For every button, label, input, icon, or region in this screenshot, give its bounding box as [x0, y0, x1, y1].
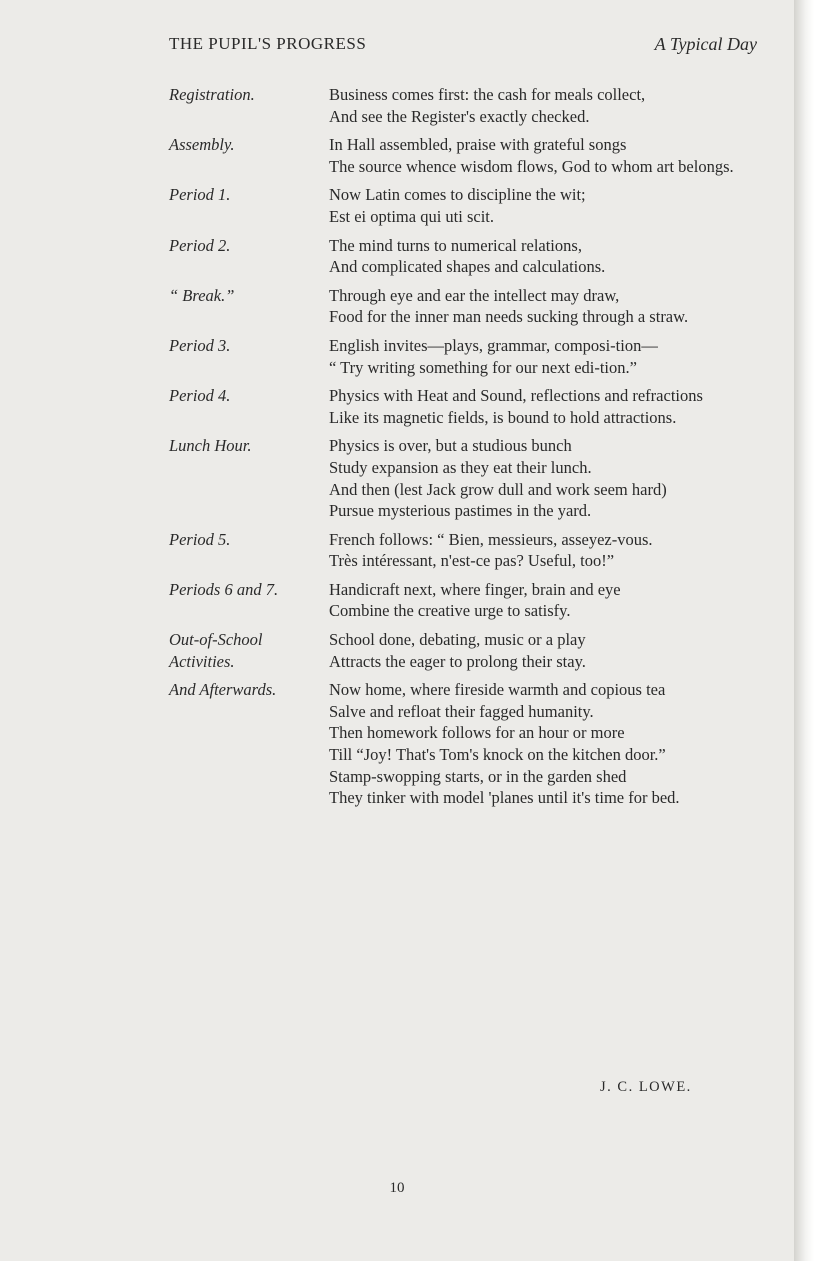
poem-entry [169, 235, 769, 278]
poem-entry [169, 385, 769, 428]
verse-line: “ Try writing something for our next edi-tion.” [329, 357, 637, 377]
verse-line: Then homework follows for an hour or more [329, 723, 625, 743]
verse-lines [329, 134, 769, 177]
poem-entry [169, 184, 769, 227]
period-label-line: “ Break.” [169, 285, 235, 305]
poem-entry [169, 629, 769, 672]
verse-line: And see the Register's exactly checked. [329, 106, 590, 126]
period-label-line: Period 2. [169, 235, 231, 255]
verse-line: In Hall assembled, praise with grateful songs [329, 135, 627, 155]
period-label [169, 184, 329, 227]
verse-line: Through eye and ear the intellect may draw, [329, 285, 620, 305]
running-head-section: A Typical Day [654, 34, 757, 54]
poem [169, 84, 769, 816]
poem-entry [169, 679, 769, 809]
author-signature: J. C. LOWE. [600, 1079, 692, 1095]
verse-line: Till “Joy! That's Tom's knock on the kitchen door.” [329, 745, 666, 765]
period-label-line: Periods 6 and 7. [169, 579, 279, 599]
verse-line: Physics is over, but a studious bunch [329, 436, 572, 456]
verse-lines [329, 184, 769, 227]
running-head-title: THE PUPIL'S PROGRESS [169, 34, 367, 53]
verse-line: Now home, where fireside warmth and copious tea [329, 680, 666, 700]
verse-line: English invites—plays, grammar, composi-tion— [329, 335, 658, 355]
period-label-line: Assembly. [169, 135, 235, 155]
verse-line: Est ei optima qui uti scit. [329, 206, 494, 226]
period-label [169, 134, 329, 177]
verse-lines [329, 335, 769, 378]
verse-lines [329, 435, 769, 521]
period-label-line: Period 1. [169, 185, 231, 205]
verse-lines [329, 529, 769, 572]
verse-line: Food for the inner man needs sucking through a straw. [329, 307, 689, 327]
period-label-line: Activities. [169, 651, 235, 671]
period-label [169, 679, 329, 809]
poem-entry [169, 335, 769, 378]
period-label [169, 435, 329, 521]
period-label-line: And Afterwards. [169, 680, 277, 700]
period-label [169, 529, 329, 572]
verse-line: Attracts the eager to prolong their stay. [329, 651, 586, 671]
verse-lines [329, 84, 769, 127]
period-label-line: Period 4. [169, 386, 231, 406]
verse-line: French follows: “ Bien, messieurs, asseyez-vous. [329, 529, 653, 549]
verse-line: Like its magnetic fields, is bound to hold attractions. [329, 407, 677, 427]
period-label [169, 579, 329, 622]
period-label [169, 84, 329, 127]
verse-line: They tinker with model 'planes until it's time for bed. [329, 788, 680, 808]
poem-entry [169, 435, 769, 521]
verse-lines [329, 235, 769, 278]
verse-lines [329, 579, 769, 622]
verse-line: And then (lest Jack grow dull and work seem hard) [329, 479, 667, 499]
verse-line: Now Latin comes to discipline the wit; [329, 185, 586, 205]
verse-lines [329, 385, 769, 428]
poem-entry [169, 285, 769, 328]
verse-line: Stamp-swopping starts, or in the garden shed [329, 766, 627, 786]
poem-entry [169, 134, 769, 177]
poem-entry [169, 84, 769, 127]
verse-line: Très intéressant, n'est-ce pas? Useful, too!” [329, 551, 615, 571]
period-label [169, 335, 329, 378]
poem-entry [169, 529, 769, 572]
verse-line: Pursue mysterious pastimes in the yard. [329, 501, 592, 521]
period-label [169, 385, 329, 428]
period-label [169, 285, 329, 328]
poem-entry [169, 579, 769, 622]
running-head [169, 34, 757, 60]
verse-lines [329, 629, 769, 672]
period-label-line: Lunch Hour. [169, 436, 252, 456]
verse-lines [329, 679, 769, 809]
verse-line: Salve and refloat their fagged humanity. [329, 701, 594, 721]
verse-line: Study expansion as they eat their lunch. [329, 457, 592, 477]
verse-line: The source whence wisdom flows, God to whom art belongs. [329, 156, 734, 176]
period-label-line: Period 5. [169, 529, 231, 549]
verse-lines [329, 285, 769, 328]
period-label-line: Registration. [169, 85, 255, 104]
verse-line: The mind turns to numerical relations, [329, 235, 582, 255]
verse-line: School done, debating, music or a play [329, 630, 586, 650]
verse-line: Handicraft next, where finger, brain and eye [329, 579, 621, 599]
verse-line: Physics with Heat and Sound, reflections and refractions [329, 386, 703, 406]
period-label-line: Period 3. [169, 335, 231, 355]
page-number: 10 [389, 1180, 405, 1196]
page-edge [794, 0, 814, 1261]
verse-line: And complicated shapes and calculations. [329, 257, 606, 277]
verse-line: Combine the creative urge to satisfy. [329, 601, 571, 621]
period-label-line: Out-of-School [169, 630, 263, 650]
period-label [169, 629, 329, 672]
verse-line: Business comes first: the cash for meals collect, [329, 85, 646, 104]
period-label [169, 235, 329, 278]
